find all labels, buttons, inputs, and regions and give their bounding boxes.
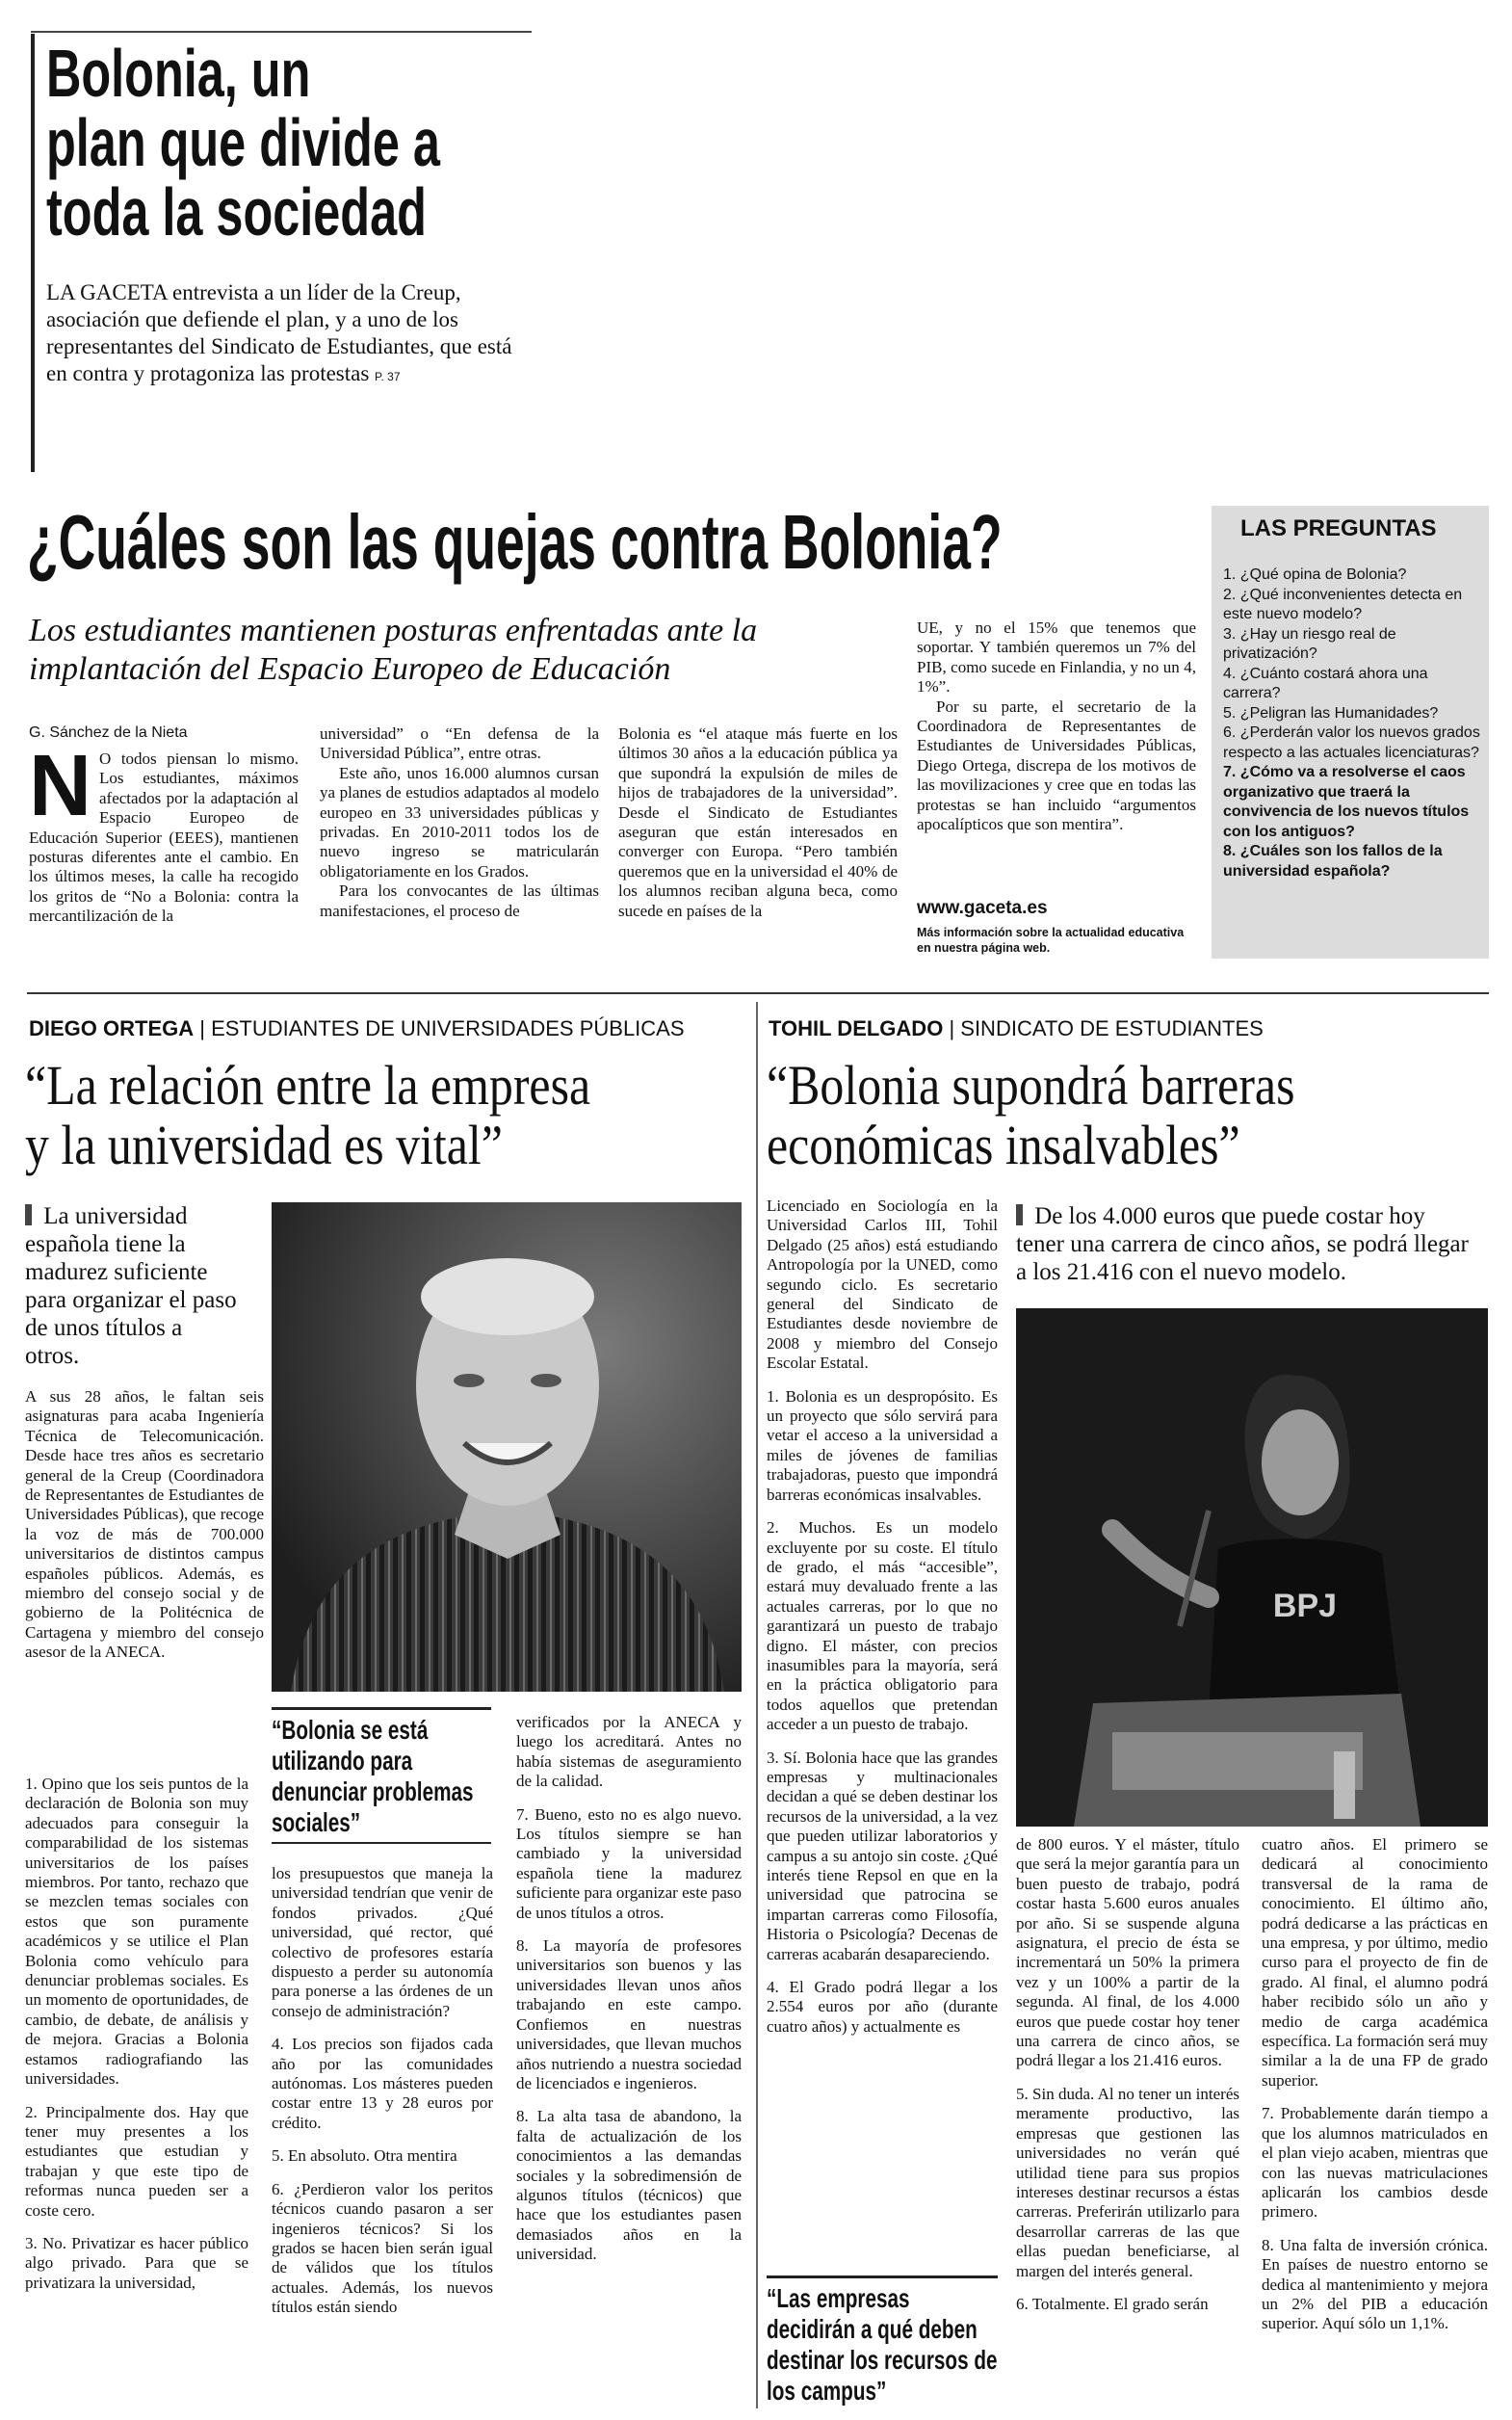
diego-ortega-photo bbox=[272, 1202, 742, 1692]
top-headline-line: Bolonia, un bbox=[46, 36, 311, 111]
top-story-rule-top bbox=[31, 31, 532, 33]
pregunta-item: 6. ¿Perderán valor los nuevos grados respecto a las actuales licenciaturas? bbox=[1223, 724, 1480, 761]
left-answer: 3. No. Privatizar es hacer público algo privado. Para que se privatizara la universidad, bbox=[25, 2233, 248, 2292]
right-col-a bbox=[767, 1197, 998, 2050]
main-col-3-text: Bolonia es “el ataque más fuerte en los últimos 30 años a la educación pública ya que supondrá la expulsión de miles de hijos de trabajadores de la universidad”. Desde el Sindicato de Estudiantes aseguran que están interesados en converger con Europa. “Pero también queremos que en la universidad el 40% de los alumnos reciban alguna beca, como sucede en países de la bbox=[618, 724, 898, 920]
left-answer: 8. La alta tasa de abandono, la falta de actualización de los conocimientos a las demandas sociales y la sobredimensión de algunos títulos (técnicos) que hace que los estudiantes pasen demasiados años en la universidad. bbox=[516, 2107, 742, 2264]
right-answer: 3. Sí. Bolonia hace que las grandes empresas y multinacionales decidan a qué se deben destinar los recursos de la universidad, a la vez que pueden utilizar laboratorios y campus a su antojo sin coste. ¿Qué interés tiene Repsol en que en la universidad que patrocina se impartan carreras como Filosofía, Historia o Psicología? Decenas de carreras acabarán desapareciendo. bbox=[767, 1748, 998, 1963]
left-col-a bbox=[25, 1775, 248, 2306]
pregunta-item: 2. ¿Qué inconvenientes detecta en este nuevo modelo? bbox=[1223, 586, 1463, 622]
right-pull-quote-rule bbox=[767, 2275, 998, 2278]
main-col-2-p2: Este año, unos 16.000 alumnos cursan ya planes de estudios adaptados al modelo europeo en 33 universidades públicas y privadas. En 2010-2011 todos los de nuevo ingreso se matricularán obligatoriamente en los Grados. bbox=[320, 763, 599, 881]
web-box bbox=[917, 898, 1196, 956]
pregunta-item: 4. ¿Cuánto costará ahora una carrera? bbox=[1223, 665, 1428, 701]
preguntas-title: LAS PREGUNTAS bbox=[1240, 515, 1437, 541]
web-note: Más información sobre la actualidad educativa en nuestra página web. bbox=[917, 926, 1185, 955]
left-answer: verificados por la ANECA y luego los acreditará. Antes no había sistemas de aseguramiento de la calidad. bbox=[516, 1713, 742, 1791]
left-answer: los presupuestos que maneja la universidad tendrían que venir de fondos privados. ¿Qué universidad, qué rector, qué colectivo de profesores estaría dispuesto a perder su autonomía para ponerse a las órdenes de un consejo de administración? bbox=[272, 1864, 493, 2020]
top-headline-line: plan que divide a bbox=[46, 105, 440, 180]
top-headline-line: toda la sociedad bbox=[46, 174, 427, 250]
right-lead-quote bbox=[1016, 1202, 1478, 1286]
left-interviewee-role: ESTUDIANTES DE UNIVERSIDADES PÚBLICAS bbox=[211, 1016, 685, 1040]
main-col-3 bbox=[618, 724, 898, 921]
left-quote-headline bbox=[25, 1056, 683, 1175]
left-answer: 2. Principalmente dos. Hay que tener muy presentes a los estudiantes que estudian y trabajan y que este tipo de reformas nunca pueden ser a coste cero. bbox=[25, 2102, 248, 2220]
tohil-delgado-photo bbox=[1016, 1308, 1488, 1827]
left-bio-text: A sus 28 años, le faltan seis asignaturas para acaba Ingeniería Técnica de Telecomunicación. Desde hace tres años es secretario general de la Creup (Coordinadora de Representantes de Estudiantes de Universidades Públicas), que recoge la voz de más de 700.000 universitarios de distintos campus españoles públicos. Además, es miembro del consejo social y de gobierno de la Politécnica de Cartagena y miembro del consejo asesor de la ANECA. bbox=[25, 1387, 264, 1662]
top-summary-text: LA GACETA entrevista a un líder de la Creup, asociación que defiende el plan, y a uno de los representantes del Sindicato de Estudiantes, que está en contra y protagoniza las protestas bbox=[46, 280, 512, 385]
main-col-2 bbox=[320, 724, 599, 921]
drop-cap: N bbox=[29, 738, 91, 834]
page-reference: P. 37 bbox=[375, 370, 401, 383]
left-lead-quote-text: La universidad española tiene la madurez suficiente para organizar el paso de unos títulos a otros. bbox=[25, 1203, 237, 1369]
right-quote-line: económicas insalvables” bbox=[767, 1114, 1240, 1176]
top-summary bbox=[46, 279, 528, 390]
shirt-text: BPJ bbox=[1272, 1588, 1338, 1624]
left-answer: 6. ¿Perdieron valor los peritos técnicos cuando pasaron a ser ingenieros técnicos? Si los grados se hacen bien serán igual de válidos que los títulos actuales. Además, los nuevos títulos están siendo bbox=[272, 2179, 493, 2317]
right-answer: 2. Muchos. Es un modelo excluyente por su coste. El título de grado, el más “accesible”, estará muy devaluado frente a las actuales carreras, por lo que no garantizará un puesto de trabajo digno. El máster, con precios inasumibles para la mayoría, será en la práctica obligatorio para todos aquellos que pretendan acceder a un puesto de trabajo. bbox=[767, 1518, 998, 1734]
right-answer: 8. Una falta de inversión crónica. En países de nuestro entorno se dedica al mantenimiento y mejora un 2% del PIB a educación superior. Aquí sólo un 1,1%. bbox=[1262, 2235, 1488, 2333]
left-answer: 8. La mayoría de profesores universitarios son buenos y las universidades llevan unos años trabajando en este campo. Confiemos en nuestras universidades, que llevan muchos años nutriendo a nuestra sociedad de licenciados e ingenieros. bbox=[516, 1936, 742, 2092]
left-col-b bbox=[272, 1864, 493, 2331]
pregunta-item: 1. ¿Qué opina de Bolonia? bbox=[1223, 566, 1407, 583]
left-answer: 1. Opino que los seis puntos de la declaración de Bolonia son muy adecuados para conseguir la comparabilidad de los sistemas universitarios de los países miembros. Por tanto, rechazo que se mezclen temas sociales con estos que son puramente académicos y se utilice el Plan Bolonia como vehículo para denunciar problemas sociales. Es un momento de oportunidades, de cambio, de debate, de análisis y de mejora. Gracias a Bolonia estamos radiografiando las universidades. bbox=[25, 1775, 248, 2089]
right-answer: 6. Totalmente. El grado serán bbox=[1016, 2294, 1209, 2313]
right-answer: cuatro años. El primero se dedicará al conocimiento transversal de la rama de conocimiento. El último año, podrá dedicarse a las prácticas en una empresa, y por último, medio curso para el proyecto de fin de grado. Al final, el alumno podrá haber recibido sólo un año y medio de carga académica específica. La formación será muy similar a la de una FP de grado superior. bbox=[1262, 1835, 1488, 2090]
left-bio bbox=[25, 1387, 264, 1663]
left-col-c bbox=[516, 1713, 742, 2278]
pregunta-item: 3. ¿Hay un riesgo real de privatización? bbox=[1223, 625, 1396, 662]
right-answer: 7. Probablemente darán tiempo a que los alumnos matriculados en el plan viejo acaben, mientras que con las nuevas matriculaciones aplicarán los cambios desde primero. bbox=[1262, 2104, 1488, 2222]
left-quote-line: “La relación entre la empresa bbox=[25, 1054, 591, 1117]
right-answer: 5. Sin duda. Al no tener un interés meramente productivo, las empresas que gestionen las universidades no verán qué utilidad tiene para sus propios intereses destinar recursos a éstas carreras. Preferirán utilizarlo para desarrollar carreras de las que ellas puedan beneficiarse, al margen del interés general. bbox=[1016, 2084, 1239, 2280]
left-answer: 4. Los precios son fijados cada año por las comunidades autónomas. Los másteres pueden costar entre 13 y 28 euros por crédito. bbox=[272, 2035, 493, 2132]
left-pull-quote-rule-bottom bbox=[272, 1842, 491, 1844]
right-interview-label: TOHIL DELGADO | SINDICATO DE ESTUDIANTES bbox=[769, 1016, 1264, 1040]
pregunta-item: 8. ¿Cuáles son los fallos de la universidad española? bbox=[1223, 843, 1443, 880]
right-answer: Licenciado en Sociología en la Universidad Carlos III, Tohil Delgado (25 años) está estudiando Antropología por la UNED, como segundo ciclo. Es secretario general del Sindicato de Estudiantes desde noviembre de 2008 y miembro del Consejo Escolar Estatal. bbox=[767, 1197, 998, 1373]
left-answer: 5. En absoluto. Otra mentira bbox=[272, 2146, 457, 2166]
left-quote-line: y la universidad es vital” bbox=[25, 1114, 503, 1176]
left-lead-quote bbox=[25, 1202, 237, 1370]
main-col-4 bbox=[917, 618, 1196, 834]
main-deck: Los estudiantes mantienen posturas enfrentadas ante la implantación del Espacio Europeo de Educación bbox=[29, 613, 758, 687]
preguntas-list bbox=[1223, 566, 1483, 881]
section-divider bbox=[27, 992, 1489, 994]
web-link[interactable]: www.gaceta.es bbox=[917, 898, 1048, 918]
right-answer: 4. El Grado podrá llegar a los 2.554 euros por año (durante cuatro años) y actualmente es bbox=[767, 1978, 998, 2036]
byline: G. Sánchez de la Nieta bbox=[29, 724, 188, 741]
left-interviewee-name: DIEGO ORTEGA bbox=[29, 1016, 195, 1040]
right-pull-quote: “Las empresas decidirán a qué deben destinar los recursos de los campus” bbox=[767, 2283, 998, 2406]
right-answer: 1. Bolonia es un despropósito. Es un proyecto que sólo servirá para vetar el acceso a la universidad a miles de jóvenes de familias trabajadoras, puesto que impondrá barreras económicas insalvables. bbox=[767, 1386, 998, 1504]
main-col-2-p3: Para los convocantes de las últimas manifestaciones, el proceso de bbox=[320, 881, 599, 920]
right-interviewee-name: TOHIL DELGADO bbox=[769, 1016, 944, 1040]
left-interview-label: DIEGO ORTEGA | ESTUDIANTES DE UNIVERSIDADES PÚBLICAS bbox=[29, 1016, 685, 1040]
right-quote-headline bbox=[767, 1056, 1381, 1175]
left-answer: 7. Bueno, esto no es algo nuevo. Los títulos siempre se han cambiado y la universidad española tiene la madurez suficiente para organizar este paso de unos títulos a otros. bbox=[516, 1804, 742, 1922]
interview-divider bbox=[756, 1002, 758, 2408]
pregunta-item: 7. ¿Cómo va a resolverse el caos organizativo que traerá la convivencia de los nuevos títulos con los antiguos? bbox=[1223, 764, 1470, 840]
main-col-2-p1: universidad” o “En defensa de la Universidad Pública”, entre otras. bbox=[320, 724, 599, 763]
left-pull-quote: “Bolonia se está utilizando para denunciar problemas sociales” bbox=[272, 1715, 474, 1837]
right-answer: de 800 euros. Y el máster, título que será la mejor garantía para un buen puesto de trabajo, podrá costar hasta 5.600 euros anuales por año. Si se suspende alguna asignatura, el precio de ésta se incrementará un 50% la primera vez y un 100% a partir de la segunda. Al final, de los 4.000 euros que puede costar hoy tener una carrera de cinco años, se podrá llegar a los 21.416 euros. bbox=[1016, 1835, 1239, 2070]
main-col-1 bbox=[29, 738, 299, 927]
main-col-1-text: O todos piensan lo mismo. Los estudiantes, máximos afectados por la adaptación al Espacio Europeo de Educación Superior (EEES), mantienen posturas diferentes ante el cambio. En los últimos meses, la calle ha recogido los gritos de “No a Bolonia: contra la mercantilización de la bbox=[29, 750, 299, 926]
speaker-illustration bbox=[1016, 1308, 1488, 1827]
portrait-illustration bbox=[272, 1202, 742, 1692]
right-lead-quote-text: De los 4.000 euros que puede costar hoy tener una carrera de cinco años, se podrá llegar a los 21.416 con el nuevo modelo. bbox=[1016, 1203, 1469, 1285]
main-col-4-p2: Por su parte, el secretario de la Coordinadora de Representantes de Estudiantes de Universidades Públicas, Diego Ortega, discrepa de los motivos de las movilizaciones y cree que en todas las protestas se han incluido “argumentos apocalípticos que son mentira”. bbox=[917, 697, 1196, 834]
pregunta-item: 5. ¿Peligran las Humanidades? bbox=[1223, 704, 1439, 722]
right-interviewee-role: SINDICATO DE ESTUDIANTES bbox=[960, 1016, 1264, 1040]
right-col-b bbox=[1016, 1835, 1239, 2328]
left-pull-quote-rule bbox=[272, 1707, 491, 1710]
top-story bbox=[46, 36, 547, 390]
preguntas-box bbox=[1212, 506, 1489, 959]
main-headline: ¿Cuáles son las quejas contra Bolonia? bbox=[27, 499, 1003, 585]
main-col-4-p1: UE, y no el 15% que tenemos que soportar. Y también queremos un 7% del PIB, como sucede en Finlandia, y no un 4, 1%”. bbox=[917, 618, 1196, 697]
right-col-c bbox=[1262, 1835, 1488, 2348]
top-story-rule-left bbox=[31, 34, 35, 472]
right-quote-line: “Bolonia supondrá barreras bbox=[767, 1054, 1295, 1117]
